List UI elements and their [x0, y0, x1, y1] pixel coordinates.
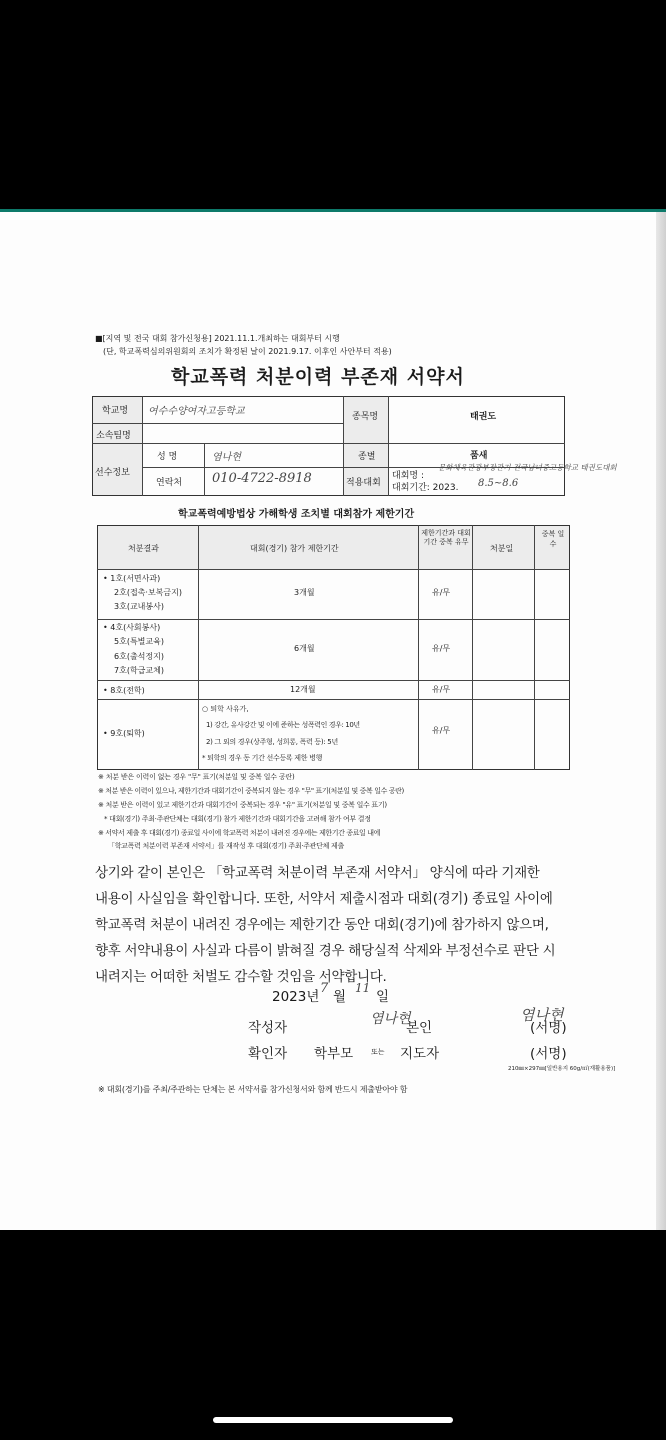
pledge-line-4: 향후 서약내용이 사실과 다름이 밝혀질 경우 해당실적 삭제와 부정선수로 판단 시 [95, 943, 556, 959]
paper-spec: 210㎜×297㎜[일반용지 60g/㎡(재활용품)] [508, 1066, 616, 1072]
footer-note: ※ 대회(경기)를 주최/주관하는 단체는 본 서약서를 참가신청서와 함께 반드시 제출받아야 함 [98, 1085, 408, 1094]
comp-name-label: 대회명 : [392, 471, 424, 481]
date-day-label: 일 [376, 989, 390, 1005]
parent-label: 학부모 [314, 1046, 354, 1062]
row4-limit-1: ○ 퇴학 사유가, [202, 705, 249, 713]
home-indicator[interactable] [213, 1417, 453, 1423]
event-value: 품새 [470, 451, 488, 461]
school-label: 학교명 [102, 406, 129, 416]
row4-limit-2: 1) 강간, 유사강간 및 이에 준하는 성폭력인 경우: 10년 [206, 721, 360, 729]
school-value: 여수수양여자고등학교 [148, 406, 245, 417]
date-month-value: 7 [320, 981, 329, 996]
row1-result-3: 3호(교내봉사) [114, 602, 164, 611]
athlete-label: 선수정보 [95, 468, 130, 478]
header-date: 처분일 [490, 544, 514, 553]
comp-label: 적용대회 [346, 478, 381, 488]
pledge-line-3: 학교폭력 처분이 내려진 경우에는 제한기간 동안 대회(경기)에 참가하지 않으며, [95, 917, 549, 933]
note-1: ※ 처분 받은 이력이 없는 경우 "무" 표기(처분일 및 중복 일수 공란) [98, 773, 295, 781]
pledge-line-5: 내려지는 어떠한 처벌도 감수할 것임을 서약합니다. [95, 969, 387, 985]
name-value: 염나현 [212, 452, 241, 463]
comp-period-value: 8.5~8.6 [478, 478, 519, 489]
date-year: 2023년 [272, 989, 320, 1005]
team-label: 소속팀명 [96, 431, 131, 441]
row4-overlap: 유/무 [432, 726, 451, 735]
sign2-label: (서명) [530, 1046, 567, 1062]
row3-result-1: • 8호(전학) [103, 686, 145, 695]
row1-limit: 3개월 [294, 588, 315, 597]
name-label: 성 명 [157, 452, 178, 462]
or-label: 또는 [371, 1048, 385, 1056]
contact-label: 연락처 [156, 478, 183, 488]
row2-limit: 6개월 [294, 644, 315, 653]
section-title: 학교폭력예방법상 가해학생 조치별 대회참가 제한기간 [178, 509, 415, 520]
note-6: 「학교폭력 처분이력 부존재 서약서」를 재작성 후 대회(경기) 주최·주관단체 제출 [108, 842, 344, 850]
row2-result-2: 5호(특별교육) [114, 637, 164, 646]
header-result: 처분결과 [128, 544, 159, 553]
header-days: 중복 일수 [541, 530, 565, 548]
row2-overlap: 유/무 [432, 644, 451, 653]
note-3: ※ 처분 받은 이력이 있고 제한기간과 대회기간이 중복되는 경우 "유" 표기(처분일 및 중복 일수 표기) [98, 801, 387, 809]
header-overlap: 제한기간과 대회기간 중복 유무 [421, 529, 471, 546]
row1-result-2: 2호(접촉·보복금지) [114, 588, 182, 597]
pledge-line-1: 상기와 같이 본인은 「학교폭력 처분이력 부존재 서약서」 양식에 따라 기재한 [95, 865, 540, 881]
note-4: * 대회(경기) 주최·주관단체는 대회(경기) 참가 제한기간과 대회기간을 고려해 참가 여부 결정 [104, 815, 371, 823]
bottom-bar [0, 1230, 666, 1440]
sign-label: (서명) [530, 1020, 567, 1036]
document-title: 학교폭력 처분이력 부존재 서약서 [171, 366, 465, 388]
note-5: ※ 서약서 제출 후 대회(경기) 종료일 사이에 학교폭력 처분이 내려진 경우에는 제한기간 종료일 내에 [98, 829, 380, 837]
paper-edge [656, 212, 666, 1230]
sport-label: 종목명 [352, 412, 379, 422]
row3-overlap: 유/무 [432, 685, 451, 694]
sport-value: 태권도 [470, 412, 497, 422]
top-bar [0, 0, 666, 210]
writer-label: 작성자 [248, 1020, 288, 1036]
header-limit: 대회(경기) 참가 제한기간 [250, 544, 339, 553]
comp-period-label: 대회기간: 2023. [392, 483, 459, 493]
row2-result-3: 6호(출석정지) [114, 652, 164, 661]
row1-result-1: • 1호(서면사과) [103, 574, 161, 583]
row4-result-1: • 9호(퇴학) [103, 729, 145, 738]
notice-line-1: ■[지역 및 전국 대회 참가신청용] 2021.11.1.개최하는 대회부터 시행 [95, 334, 340, 343]
comp-name-value: 문화체육관광부장관기 전국남녀중고등학교 태권도대회 [438, 463, 617, 472]
row4-limit-3: 2) 그 외의 경우(상주형, 성희롱, 폭력 등): 5년 [206, 738, 338, 746]
row2-result-4: 7호(학급교체) [114, 666, 164, 675]
row2-result-1: • 4호(사회봉사) [103, 623, 161, 632]
signature-value: 염나현 [520, 1006, 564, 1024]
self-label: 본인 [406, 1020, 433, 1036]
row1-overlap: 유/무 [432, 588, 451, 597]
date-month-label: 월 [333, 989, 347, 1005]
pledge-text [95, 860, 595, 990]
writer-name: 염나현 [370, 1011, 411, 1027]
notice-line-2: (단, 학교폭력심의위원회의 조치가 확정된 날이 2021.9.17. 이후인 사안부터 적용) [103, 347, 392, 356]
row3-limit: 12개월 [290, 685, 316, 694]
coach-label: 지도자 [400, 1046, 440, 1062]
contact-value: 010-4722-8918 [212, 471, 312, 486]
note-2: ※ 처분 받은 이력이 있으나, 제한기간과 대회기간이 중복되지 않는 경우 "무" 표기(처분일 및 중복 일수 공란) [98, 787, 404, 795]
pledge-line-2: 내용이 사실임을 확인합니다. 또한, 서약서 제출시점과 대회(경기) 종료일 사이에 [95, 891, 553, 907]
date-day-value: 11 [355, 981, 371, 995]
confirm-label: 확인자 [248, 1046, 288, 1062]
event-label: 종별 [358, 452, 376, 462]
row4-limit-4: * 퇴학의 경우 동 기간 선수등록 제한 병행 [202, 754, 323, 762]
